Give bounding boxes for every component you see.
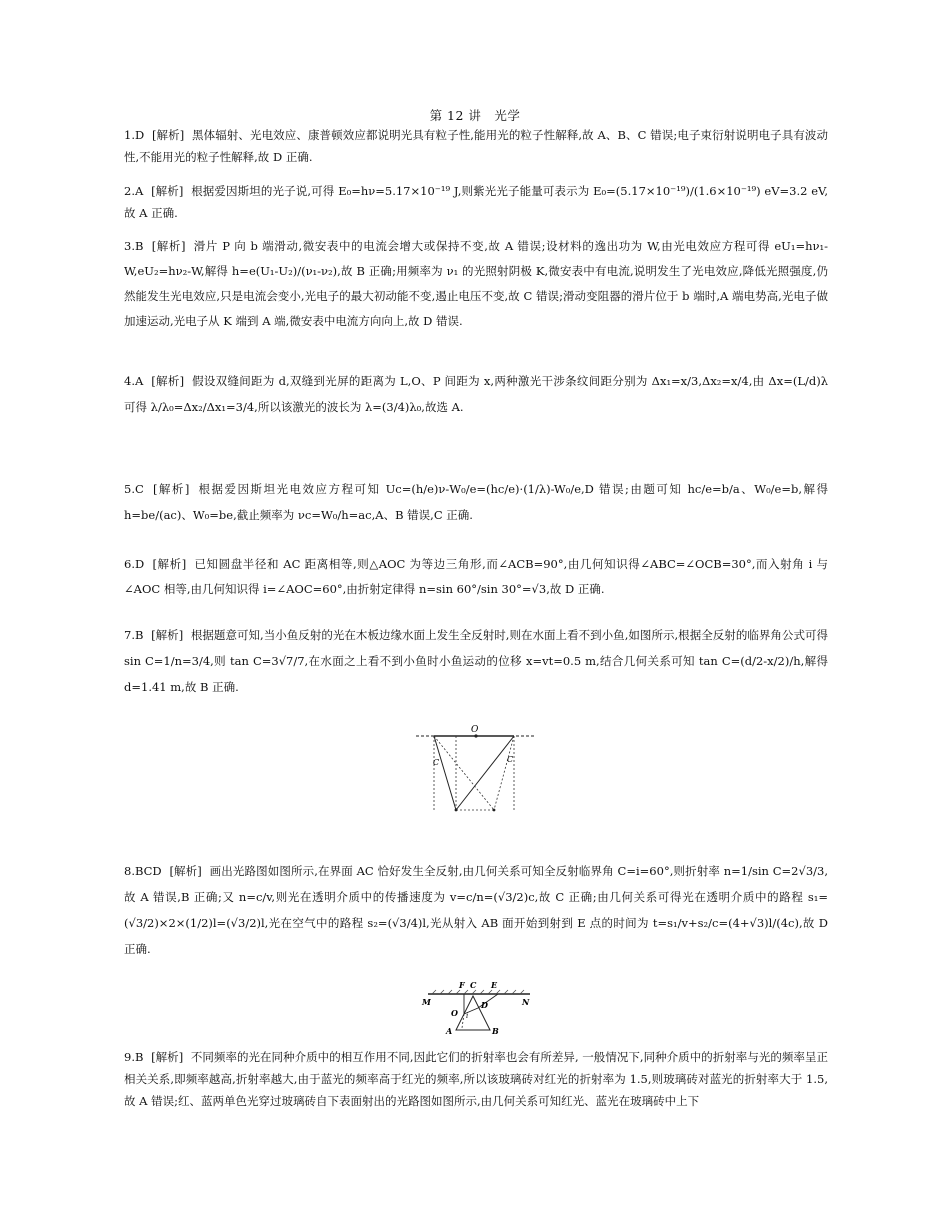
answer-label: 8.BCD: [124, 864, 162, 878]
answer-label: 9.B: [124, 1050, 144, 1064]
figure-fish-diagram: [414, 722, 538, 818]
answer-text: 根据题意可知,当小鱼反射的光在木板边缘水面上发生全反射时,则在水面上看不到小鱼,如图所示,根据全反射的临界角公式可得 sin C=1/n=3/4,则 tan C=3√7/7,在水面之上看不到小鱼时小鱼运动的位移 x=vt=0.5 m,结合几何关系可知 tan C=(d/2-x/2)/h,解得 d=1.41 m,故 B 正确.: [124, 628, 828, 694]
analysis-tag: [解析]: [151, 628, 184, 642]
answer-label: 2.A: [124, 184, 144, 198]
answer-1: [124, 124, 828, 168]
label-a: A: [446, 1026, 453, 1036]
answer-label: 3.B: [124, 239, 144, 253]
answer-text: 根据爱因斯坦光电效应方程可知 Uc=(h/e)ν-W₀/e=(hc/e)·(1/λ)-W₀/e,D 错误;由题可知 hc/e=b/a、W₀/e=b,解得 h=be/(ac)、W₀=be,截止频率为 νc=W₀/h=ac,A、B 错误,C 正确.: [124, 482, 828, 522]
answer-6: [124, 552, 828, 602]
analysis-tag: [解析]: [151, 184, 184, 198]
label-c-right: C: [507, 755, 514, 764]
answer-2: [124, 180, 828, 224]
label-b: B: [492, 1026, 499, 1036]
label-n: N: [522, 997, 530, 1007]
label-e: E: [491, 980, 498, 990]
analysis-tag: [解析]: [169, 864, 202, 878]
label-i: i: [466, 1012, 469, 1020]
figure-prism-diagram: [418, 978, 538, 1036]
answer-label: 6.D: [124, 557, 145, 571]
label-c-left: C: [433, 758, 440, 767]
answer-text: 已知圆盘半径和 AC 距离相等,则△AOC 为等边三角形,而∠ACB=90°,由几何知识得∠ABC=∠OCB=30°,而入射角 i 与∠AOC 相等,由几何知识得 i=∠AOC=60°,由折射定律得 n=sin 60°/sin 30°=√3,故 D 正确.: [124, 557, 829, 596]
answer-label: 5.C: [124, 482, 144, 496]
answer-text: 滑片 P 向 b 端滑动,微安表中的电流会增大或保持不变,故 A 错误;设材料的逸出功为 W,由光电效应方程可得 eU₁=hν₁-W,eU₂=hν₂-W,解得 h=e(U₁-U₂)/(ν₁-ν₂),故 B 正确;用频率为 ν₁ 的光照射阴极 K,微安表中有电流,说明发生了光电效应,降低光照强度,仍然能发生光电效应,只是电流会变小,光电子的最大初动能不变,遏止电压不变,故 C 错误;滑动变阻器的滑片位于 b 端时,A 端电势高,光电子做加速运动,光电子从 K 端到 A 端,微安表中电流方向向上,故 D 错误.: [124, 239, 829, 328]
analysis-tag: [解析]: [152, 482, 190, 496]
label-o: O: [451, 1008, 458, 1018]
answer-3: [124, 234, 828, 334]
answer-text: 黑体辐射、光电效应、康普顿效应都说明光具有粒子性,能用光的粒子性解释,故 A、B、C 错误;电子束衍射说明电子具有波动性,不能用光的粒子性解释,故 D 正确.: [124, 128, 829, 164]
label-o: O: [471, 725, 479, 735]
answer-label: 1.D: [124, 128, 145, 142]
label-m: M: [422, 997, 431, 1007]
label-d: D: [481, 1000, 488, 1010]
answer-label: 7.B: [124, 628, 144, 642]
answer-4: [124, 368, 828, 420]
analysis-tag: [解析]: [151, 239, 186, 253]
analysis-tag: [解析]: [151, 1050, 184, 1064]
label-c: C: [470, 980, 477, 990]
answer-label: 4.A: [124, 374, 144, 388]
answer-8: [124, 858, 828, 962]
answer-7: [124, 622, 828, 700]
answer-9: [124, 1046, 828, 1112]
answer-text: 根据爱因斯坦的光子说,可得 E₀=hν=5.17×10⁻¹⁹ J,则紫光光子能量可表示为 E₀=(5.17×10⁻¹⁹)/(1.6×10⁻¹⁹) eV=3.2 eV,故 A 正确.: [124, 184, 828, 220]
analysis-tag: [解析]: [151, 128, 185, 142]
page-title: 第 12 讲 光学: [429, 108, 521, 123]
answer-5: [124, 476, 828, 528]
answer-text: 不同频率的光在同种介质中的相互作用不同,因此它们的折射率也会有所差异, 一般情况下,同种介质中的折射率与光的频率呈正相关关系,即频率越高,折射率越大,由于蓝光的频率高于红光的频率,所以该玻璃砖对红光的折射率为 1.5,则玻璃砖对蓝光的折射率大于 1.5,故 A 错误;红、蓝两单色光穿过玻璃砖自下表面射出的光路图如图所示,由几何关系可知红光、蓝光在玻璃砖中上下: [124, 1050, 828, 1108]
analysis-tag: [解析]: [152, 557, 187, 571]
label-f: F: [459, 980, 465, 990]
answer-text: 画出光路图如图所示,在界面 AC 恰好发生全反射,由几何关系可知全反射临界角 C=i=60°,则折射率 n=1/sin C=2√3/3,故 A 错误,B 正确;又 n=c/v,则光在透明介质中的传播速度为 v=c/n=(√3/2)c,故 C 正确;由几何关系可得光在透明介质中的路程 s₁=(√3/2)×2×(1/2)l=(√3/2)l,光在空气中的路程 s₂=(√3/4)l,光从射入 AB 面开始到射到 E 点的时间为 t=s₁/v+s₂/c=(4+√3)l/(4c),故 D 正确.: [124, 864, 828, 956]
answer-text: 假设双缝间距为 d,双缝到光屏的距离为 L,O、P 间距为 x,两种激光干涉条纹间距分别为 Δx₁=x/3,Δx₂=x/4,由 Δx=(L/d)λ 可得 λ/λ₀=Δx₂/Δx₁=3/4,所以该激光的波长为 λ=(3/4)λ₀,故选 A.: [124, 374, 828, 414]
analysis-tag: [解析]: [151, 374, 185, 388]
